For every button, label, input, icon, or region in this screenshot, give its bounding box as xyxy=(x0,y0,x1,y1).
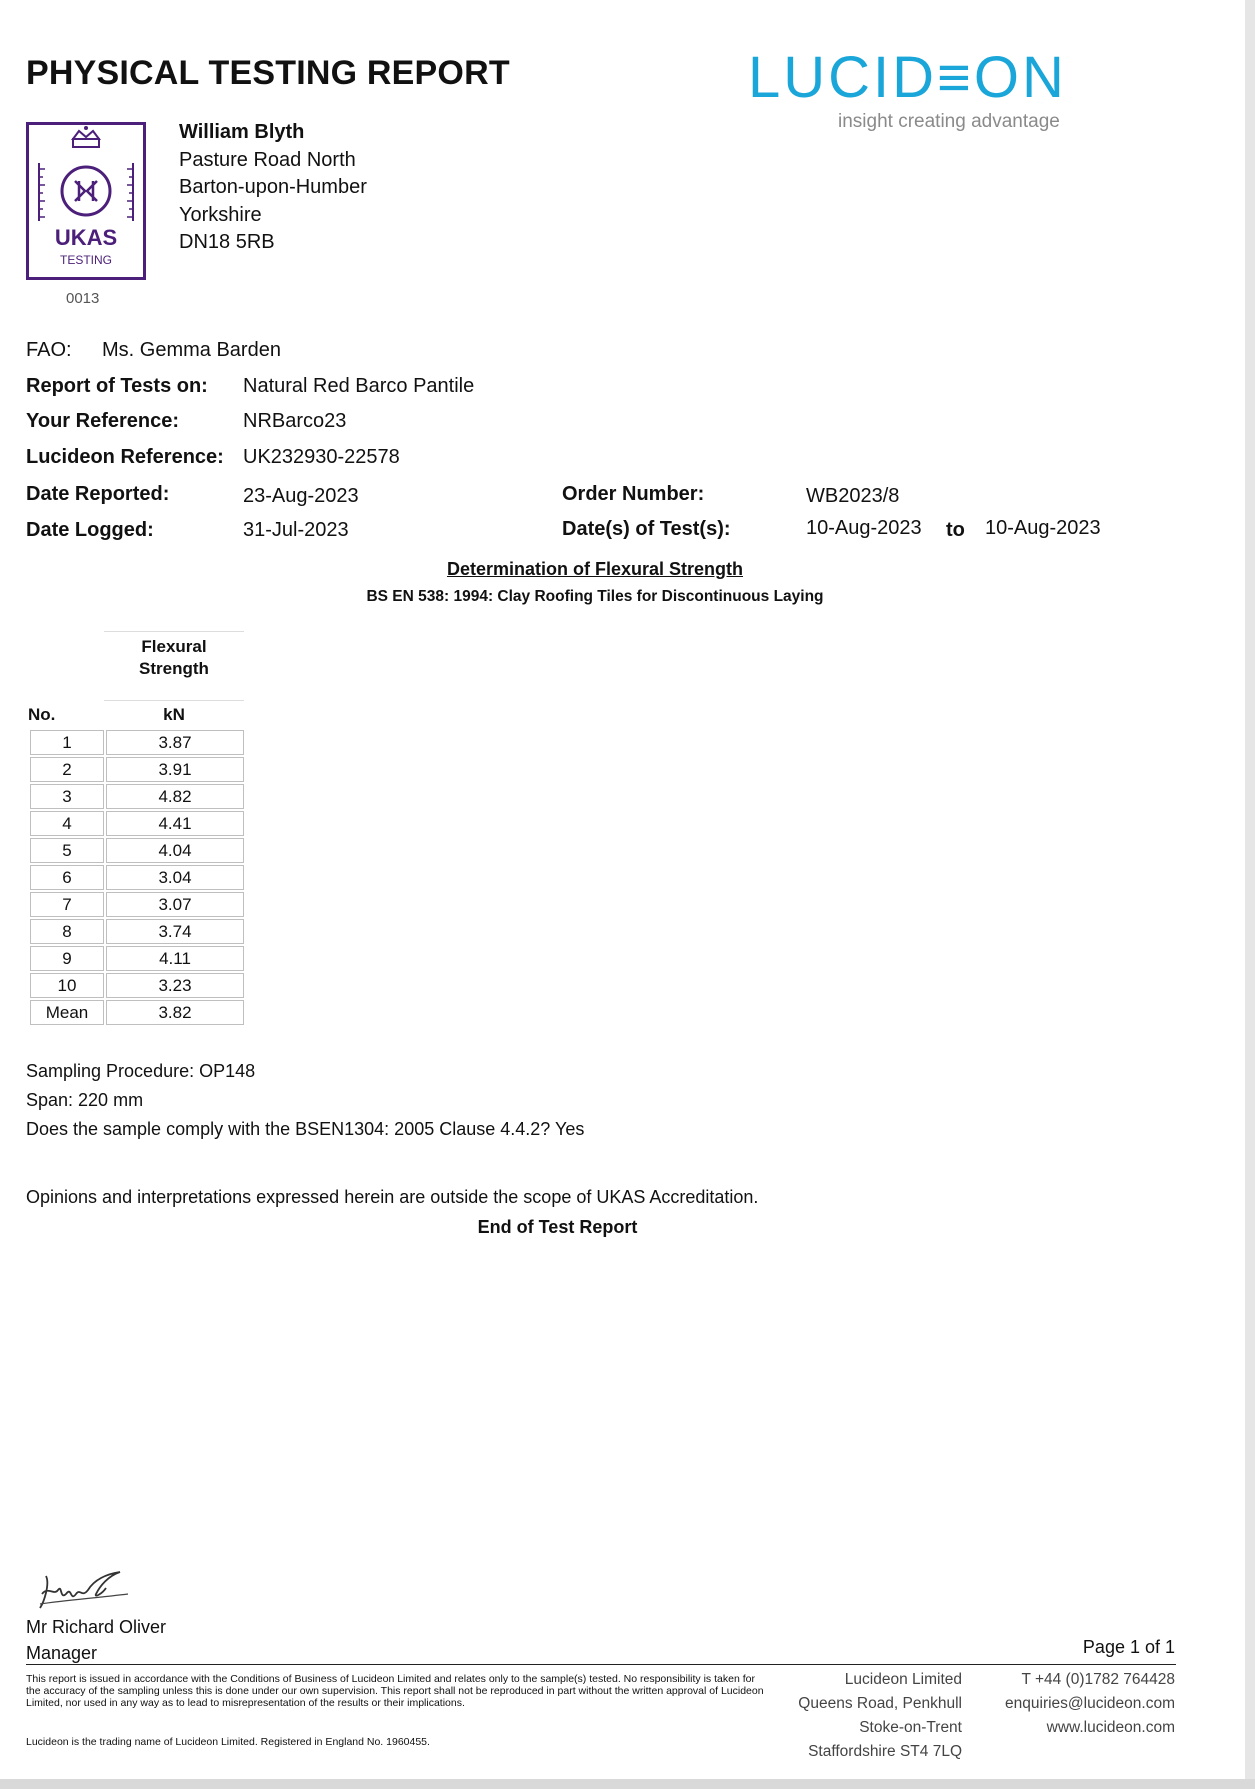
footer-divider xyxy=(26,1664,1176,1665)
footer-address xyxy=(770,1668,962,1764)
dates-of-test-label: Date(s) of Test(s): xyxy=(562,518,731,540)
address-line: Barton-upon-Humber xyxy=(179,176,367,198)
table-row xyxy=(30,730,244,755)
cell-kn: 3.74 xyxy=(106,919,244,944)
date-reported-value: 23-Aug-2023 xyxy=(243,485,359,507)
footer-address-line: Queens Road, Penkhull xyxy=(798,1695,962,1712)
footer-disclaimer: This report is issued in accordance with the Conditions of Business of Lucideon Limited and relates only to the sample(s) tested. No responsibility is taken for the accuracy of the sampling unless this is done under our own supervision. This report shall not be reproduced in part without the written approval of Lucideon Limited, nor used in any way as to lead to misrepresentation of the results or their implications. xyxy=(26,1673,764,1709)
date-logged-value: 31-Jul-2023 xyxy=(243,519,349,541)
table-row xyxy=(30,946,244,971)
table-row xyxy=(30,865,244,890)
span: Span: 220 mm xyxy=(26,1090,144,1110)
cell-kn: 3.82 xyxy=(106,1000,244,1025)
footer-address-line: Lucideon Limited xyxy=(844,1671,962,1688)
cell-no: 2 xyxy=(30,757,104,782)
cell-kn: 3.91 xyxy=(106,757,244,782)
header-line: Strength xyxy=(139,659,209,678)
page-number: Page 1 of 1 xyxy=(1082,1637,1175,1657)
table-group-header xyxy=(104,631,244,701)
footer-website-link[interactable]: www.lucideon.com xyxy=(1046,1719,1175,1736)
cell-kn: 3.23 xyxy=(106,973,244,998)
cell-kn: 3.87 xyxy=(106,730,244,755)
table-row xyxy=(30,892,244,917)
cell-kn: 4.41 xyxy=(106,811,244,836)
ukas-number: 0013 xyxy=(66,290,100,307)
tests-on-value: Natural Red Barco Pantile xyxy=(243,375,475,397)
dates-of-test-from: 10-Aug-2023 xyxy=(806,517,922,539)
page-bottom-edge xyxy=(0,1779,1255,1789)
column-header-kn: kN xyxy=(163,705,185,724)
your-reference-label: Your Reference: xyxy=(26,410,180,432)
footer-email-link[interactable]: enquiries@lucideon.com xyxy=(1005,1695,1175,1712)
order-number-value: WB2023/8 xyxy=(806,485,900,507)
header-line: Flexural xyxy=(141,637,207,656)
dates-of-test-to-word: to xyxy=(946,519,965,541)
cell-kn: 4.04 xyxy=(106,838,244,863)
dates-of-test-to: 10-Aug-2023 xyxy=(985,517,1101,539)
table-row xyxy=(30,973,244,998)
cell-no: 3 xyxy=(30,784,104,809)
order-number-label: Order Number: xyxy=(562,483,705,505)
cell-kn: 4.82 xyxy=(106,784,244,809)
sampling-procedure: Sampling Procedure: OP148 xyxy=(26,1061,256,1081)
footer-address-line: Staffordshire ST4 7LQ xyxy=(808,1743,962,1760)
lucideon-logo: LUCID≡ON xyxy=(748,45,1067,110)
signatory-role: Manager xyxy=(26,1643,98,1663)
date-reported-label: Date Reported: xyxy=(26,483,170,505)
report-title: PHYSICAL TESTING REPORT xyxy=(26,54,510,92)
cell-no: 1 xyxy=(30,730,104,755)
cell-kn: 3.07 xyxy=(106,892,244,917)
logo-tagline: insight creating advantage xyxy=(838,111,1060,132)
fao-value: Ms. Gemma Barden xyxy=(102,339,281,361)
fao-label: FAO: xyxy=(26,339,72,361)
cell-kn: 3.04 xyxy=(106,865,244,890)
cell-no: 6 xyxy=(30,865,104,890)
footer-phone: T +44 (0)1782 764428 xyxy=(1021,1671,1175,1688)
cell-kn: 4.11 xyxy=(106,946,244,971)
client-address xyxy=(179,119,367,257)
your-reference-value: NRBarco23 xyxy=(243,410,347,432)
end-of-report: End of Test Report xyxy=(477,1217,638,1237)
lucideon-reference-label: Lucideon Reference: xyxy=(26,446,224,468)
column-header-no: No. xyxy=(28,705,56,724)
cell-no: 4 xyxy=(30,811,104,836)
address-line: Yorkshire xyxy=(179,203,262,226)
date-logged-label: Date Logged: xyxy=(26,519,154,541)
table-row-mean xyxy=(30,1000,244,1025)
footer-address-line: Stoke-on-Trent xyxy=(859,1719,962,1736)
signature-icon xyxy=(36,1564,136,1619)
table-row xyxy=(30,757,244,782)
ukas-logo xyxy=(26,122,146,280)
page-edge xyxy=(1245,0,1255,1789)
ukas-crown-icon xyxy=(29,125,143,277)
address-line: Pasture Road North xyxy=(179,148,356,171)
lucideon-reference-value: UK232930-22578 xyxy=(243,446,400,468)
compliance-statement: Does the sample comply with the BSEN1304: 2005 Clause 4.4.2? Yes xyxy=(26,1119,585,1139)
cell-no: 10 xyxy=(30,973,104,998)
ukas-label: UKAS xyxy=(54,225,118,250)
tests-on-label: Report of Tests on: xyxy=(26,375,208,397)
cell-no: 9 xyxy=(30,946,104,971)
table-row xyxy=(30,838,244,863)
cell-no: Mean xyxy=(30,1000,104,1025)
cell-no: 7 xyxy=(30,892,104,917)
cell-no: 8 xyxy=(30,919,104,944)
cell-no: 5 xyxy=(30,838,104,863)
signatory-name: Mr Richard Oliver xyxy=(26,1617,167,1637)
footer-registration: Lucideon is the trading name of Lucideon Limited. Registered in England No. 1960455. xyxy=(26,1736,430,1748)
address-line: DN18 5RB xyxy=(179,231,275,253)
footer-contact xyxy=(980,1668,1175,1740)
table-row xyxy=(30,784,244,809)
flexural-strength-table xyxy=(28,728,246,1027)
ukas-sublabel: TESTING xyxy=(59,253,113,267)
opinions-statement: Opinions and interpretations expressed herein are outside the scope of UKAS Accreditation. xyxy=(26,1187,759,1207)
section-title: Determination of Flexural Strength xyxy=(446,559,744,579)
table-row xyxy=(30,919,244,944)
table-row xyxy=(30,811,244,836)
section-subtitle: BS EN 538: 1994: Clay Roofing Tiles for Discontinuous Laying xyxy=(366,588,824,605)
signatory xyxy=(26,1614,166,1666)
client-name: William Blyth xyxy=(179,121,305,143)
